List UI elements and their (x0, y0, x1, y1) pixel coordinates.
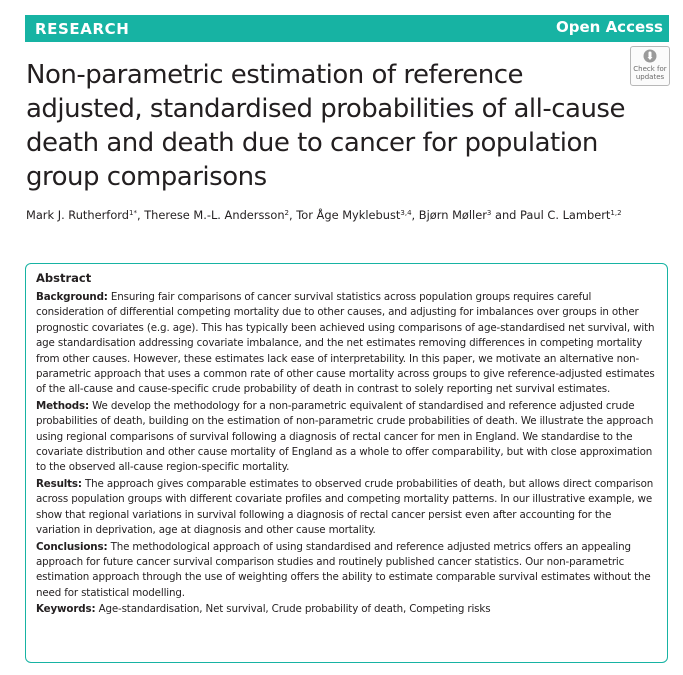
conclusions-text: The methodological approach of using standardised and reference adjusted metrics offers an appealing approach for future cancer survival comparison studies and routinely published cancer statistics. Our non-parametric estimation approach through the use of weighting offers the ability to estimate comparable survival estimates without the need for statistical modelling. (36, 540, 651, 599)
check-for-updates-badge[interactable] (630, 46, 670, 86)
results-text: The approach gives comparable estimates to observed crude probabilities of death, but allows direct comparison across population groups with different covariate profiles and competing mortality patterns. In our illustrative example, we show that regional variations in survival following a diagnosis of rectal cancer persist even after accounting for the variation in deprivation, age at diagnosis and other cause mortality. (36, 477, 654, 537)
abstract-box (25, 263, 668, 663)
background-label: Background: (36, 291, 108, 303)
author-name[interactable]: Therese M.-L. Andersson (144, 208, 285, 222)
abstract-methods (36, 399, 658, 476)
methods-label: Methods: (36, 399, 89, 412)
author-name[interactable]: Paul C. Lambert (520, 208, 611, 222)
section-banner (25, 15, 669, 42)
author-affiliation: 2 (284, 209, 290, 217)
abstract-keywords (36, 602, 658, 617)
methods-text: We develop the methodology for a non-parametric equivalent of standardised and reference adjusted crude probabilities of death, building on the estimation of non-parametric crude probabilities of death. We illustrate the approach using regional comparisons of survival following a diagnosis of rectal cancer for men in England. We standardise to the covariate distribution and other cause mortality of England as a whole to offer comparability, but with close approximation to the observed all-cause region-specific mortality. (36, 399, 654, 474)
author-name[interactable]: Mark J. Rutherford (26, 208, 129, 222)
author-name[interactable]: Tor Åge Myklebust (296, 208, 401, 222)
author-separator: , (411, 208, 419, 222)
abstract-conclusions (36, 540, 658, 602)
open-access-label[interactable]: Open Access (556, 18, 663, 36)
section-label: RESEARCH (35, 20, 130, 38)
check-updates-text: Check for updates (633, 65, 667, 81)
check-updates-icon (643, 49, 657, 63)
abstract-background (36, 290, 658, 398)
author-name[interactable]: Bjørn Møller (418, 208, 487, 222)
keywords-text: Age-standardisation, Net survival, Crude probability of death, Competing risks (98, 603, 491, 616)
background-text: Ensuring fair comparisons of cancer survival statistics across population groups requires careful consideration of differential competing mortality due to other causes, and adjusting for imbalances over groups in other prognostic covariates (e.g. age). This has typically been achieved using comparisons of age-standardised net survival, with age standardisation addressing covariate imbalance, and the net estimates removing differences in competing mortality from other causes. However, these estimates lack ease of interpretability. In this paper, we motivate an alternative non-parametric approach that uses a common rate of other cause mortality across groups to give reference-adjusted estimates of the all-cause and cause-specific crude probability of death in contrast to solely reporting net survival estimates. (36, 291, 655, 396)
article-title: Non-parametric estimation of reference adjusted, standardised probabilities of all-cause death and death due to cancer for population group comparisons (26, 60, 625, 192)
abstract-results (36, 477, 658, 539)
author-separator: , (136, 208, 145, 222)
results-label: Results: (36, 477, 82, 490)
author-separator: , (289, 208, 297, 222)
author-affiliation: 3,4 (400, 209, 412, 217)
abstract-body (36, 290, 658, 619)
author-affiliation: 1* (129, 209, 137, 217)
keywords-label: Keywords: (36, 603, 96, 616)
abstract-heading: Abstract (36, 271, 92, 285)
author-separator: and (491, 208, 521, 222)
conclusions-label: Conclusions: (36, 540, 108, 553)
author-affiliation: 1,2 (610, 209, 622, 217)
author-affiliation: 3 (486, 209, 492, 217)
author-list (26, 207, 666, 223)
